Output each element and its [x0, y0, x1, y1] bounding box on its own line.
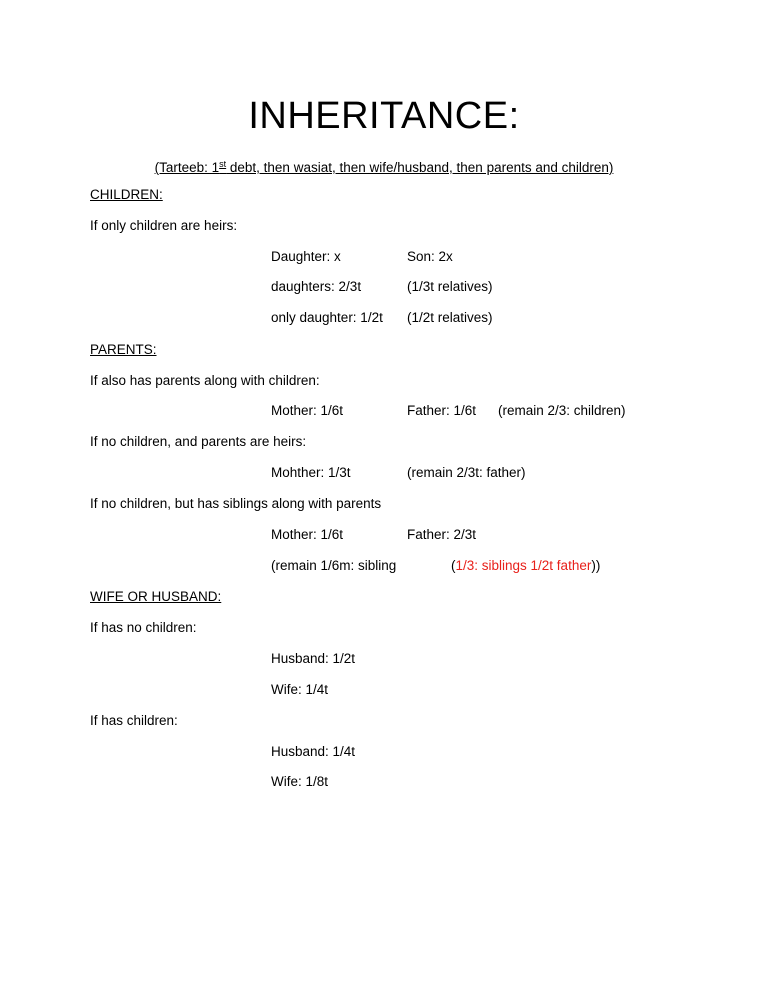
wife-share-with-children: Wife: 1/8t: [271, 774, 329, 789]
sibling-father-note-open: (: [451, 558, 456, 573]
father-share-siblings: Father: 2/3t: [407, 527, 477, 542]
father-share-with-children: Father: 1/6t: [407, 403, 477, 418]
mother-share-siblings: Mother: 1/6t: [271, 527, 344, 542]
spouse-heading: WIFE OR HUSBAND:: [90, 589, 222, 604]
daughter-share: Daughter: x: [271, 249, 341, 264]
children-only-heirs-text: If only children are heirs:: [90, 218, 238, 233]
page-subtitle: [0, 154, 768, 178]
only-daughter-note: (1/2t relatives): [407, 310, 493, 325]
parents-no-children-text: If no children, and parents are heirs:: [90, 434, 307, 449]
subtitle-text-start: (Tarteeb: 1: [154, 160, 220, 175]
spouse-no-children-text: If has no children:: [90, 620, 197, 635]
children-heading: CHILDREN:: [90, 187, 163, 202]
mother-share-with-children: Mother: 1/6t: [271, 403, 344, 418]
daughters-share: daughters: 2/3t: [271, 279, 362, 294]
husband-share-with-children: Husband: 1/4t: [271, 744, 356, 759]
spouse-has-children-text: If has children:: [90, 713, 178, 728]
remain-father-note: (remain 2/3t: father): [407, 465, 526, 480]
parents-heading: PARENTS:: [90, 342, 157, 357]
parents-with-children-text: If also has parents along with children:: [90, 373, 320, 388]
mother-share-no-children: Mohther: 1/3t: [271, 465, 351, 480]
subtitle-text-end: debt, then wasiat, then wife/husband, then parents and children): [226, 160, 614, 175]
remain-sibling-note: (remain 1/6m: sibling: [271, 558, 397, 573]
only-daughter-share: only daughter: 1/2t: [271, 310, 383, 325]
subtitle-superscript: st: [219, 159, 227, 169]
son-share: Son: 2x: [407, 249, 453, 264]
parents-siblings-text: If no children, but has siblings along with parents: [90, 496, 382, 511]
wife-share-no-children: Wife: 1/4t: [271, 682, 329, 697]
sibling-father-note-close: )): [591, 558, 601, 573]
sibling-father-note: [451, 556, 600, 576]
husband-share-no-children: Husband: 1/2t: [271, 651, 356, 666]
page-title: INHERITANCE:: [248, 95, 520, 137]
remain-children-note: (remain 2/3: children): [498, 403, 626, 418]
daughters-note: (1/3t relatives): [407, 279, 493, 294]
sibling-father-note-highlight: 1/3: siblings 1/2t father: [455, 558, 592, 573]
